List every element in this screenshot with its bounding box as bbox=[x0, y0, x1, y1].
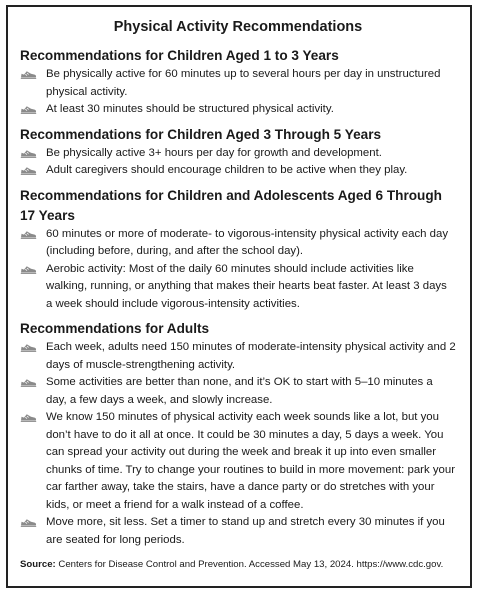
list-item bbox=[20, 145, 456, 163]
section bbox=[20, 125, 456, 180]
source-text: Centers for Disease Control and Prevention. Accessed May 13, 2024. https://www.cdc.gov. bbox=[55, 559, 444, 570]
recommendations-box bbox=[6, 5, 472, 588]
sneaker-icon bbox=[20, 409, 46, 427]
list-item bbox=[20, 101, 456, 119]
section bbox=[20, 46, 456, 119]
sneaker-icon bbox=[20, 101, 46, 119]
recommendation-list bbox=[20, 339, 456, 549]
list-item bbox=[20, 409, 456, 514]
list-item bbox=[20, 162, 456, 180]
list-item-text: Some activities are better than none, and it’s OK to start with 5–10 minutes a day, a few days a week, and slowly increase. bbox=[46, 376, 433, 406]
sneaker-icon bbox=[20, 339, 46, 357]
recommendation-list bbox=[20, 226, 456, 314]
recommendation-list bbox=[20, 145, 456, 180]
sneaker-icon bbox=[20, 162, 46, 180]
document-title: Physical Activity Recommendations bbox=[113, 19, 363, 35]
section-heading: Recommendations for Children Aged 1 to 3 Years bbox=[20, 48, 339, 63]
list-item-text: Be physically active for 60 minutes up to several hours per day in unstructured physical activity. bbox=[46, 68, 441, 98]
list-item-text: Move more, sit less. Set a timer to stand up and stretch every 30 minutes if you are seated for long periods. bbox=[46, 516, 445, 546]
list-item bbox=[20, 339, 456, 374]
list-item-text: Be physically active 3+ hours per day for growth and development. bbox=[46, 146, 382, 159]
list-item-text: 60 minutes or more of moderate- to vigorous-intensity physical activity each day (including before, during, and after the school day). bbox=[46, 227, 449, 257]
section-heading: Recommendations for Children Aged 3 Through 5 Years bbox=[20, 126, 382, 142]
sneaker-icon bbox=[20, 66, 46, 84]
sneaker-icon bbox=[20, 145, 46, 163]
list-item-text: At least 30 minutes should be structured physical activity. bbox=[46, 103, 334, 115]
sneaker-icon bbox=[20, 226, 46, 244]
sneaker-icon bbox=[20, 374, 46, 392]
sneaker-icon bbox=[20, 261, 46, 279]
section bbox=[20, 186, 456, 314]
recommendation-list bbox=[20, 66, 456, 119]
list-item-text: Aerobic activity: Most of the daily 60 minutes should include activities like walking, running, or anything that makes their hearts beat faster. At least 3 days a week should include vigorous-intensity activities. bbox=[46, 262, 447, 310]
source-citation bbox=[20, 558, 456, 572]
list-item bbox=[20, 261, 456, 314]
section bbox=[20, 319, 456, 549]
sections-container bbox=[20, 46, 456, 549]
list-item bbox=[20, 66, 456, 101]
list-item-text: Adult caregivers should encourage children to be active when they play. bbox=[46, 164, 408, 176]
sneaker-icon bbox=[20, 514, 46, 532]
list-item bbox=[20, 374, 456, 409]
section-heading: Recommendations for Adults bbox=[20, 321, 210, 336]
list-item bbox=[20, 226, 456, 261]
source-label: Source: bbox=[20, 559, 56, 570]
list-item-text: Each week, adults need 150 minutes of moderate-intensity physical activity and 2 days of muscle-strengthening activity. bbox=[46, 341, 456, 371]
list-item bbox=[20, 514, 456, 549]
section-heading: Recommendations for Children and Adolescents Aged 6 Through 17 Years bbox=[20, 187, 442, 223]
list-item-text: We know 150 minutes of physical activity each week sounds like a lot, but you don’t have to do it all at once. It could be 30 minutes a day, 5 days a week. You can spread your activity out during the week and break it up into even smaller chunks of time. Try to change your routines to build in more movement: park your car farther away, take the stairs, have a dance party or do stretches with your kids, or meet a friend for a walk instead of a coffee. bbox=[46, 411, 455, 511]
